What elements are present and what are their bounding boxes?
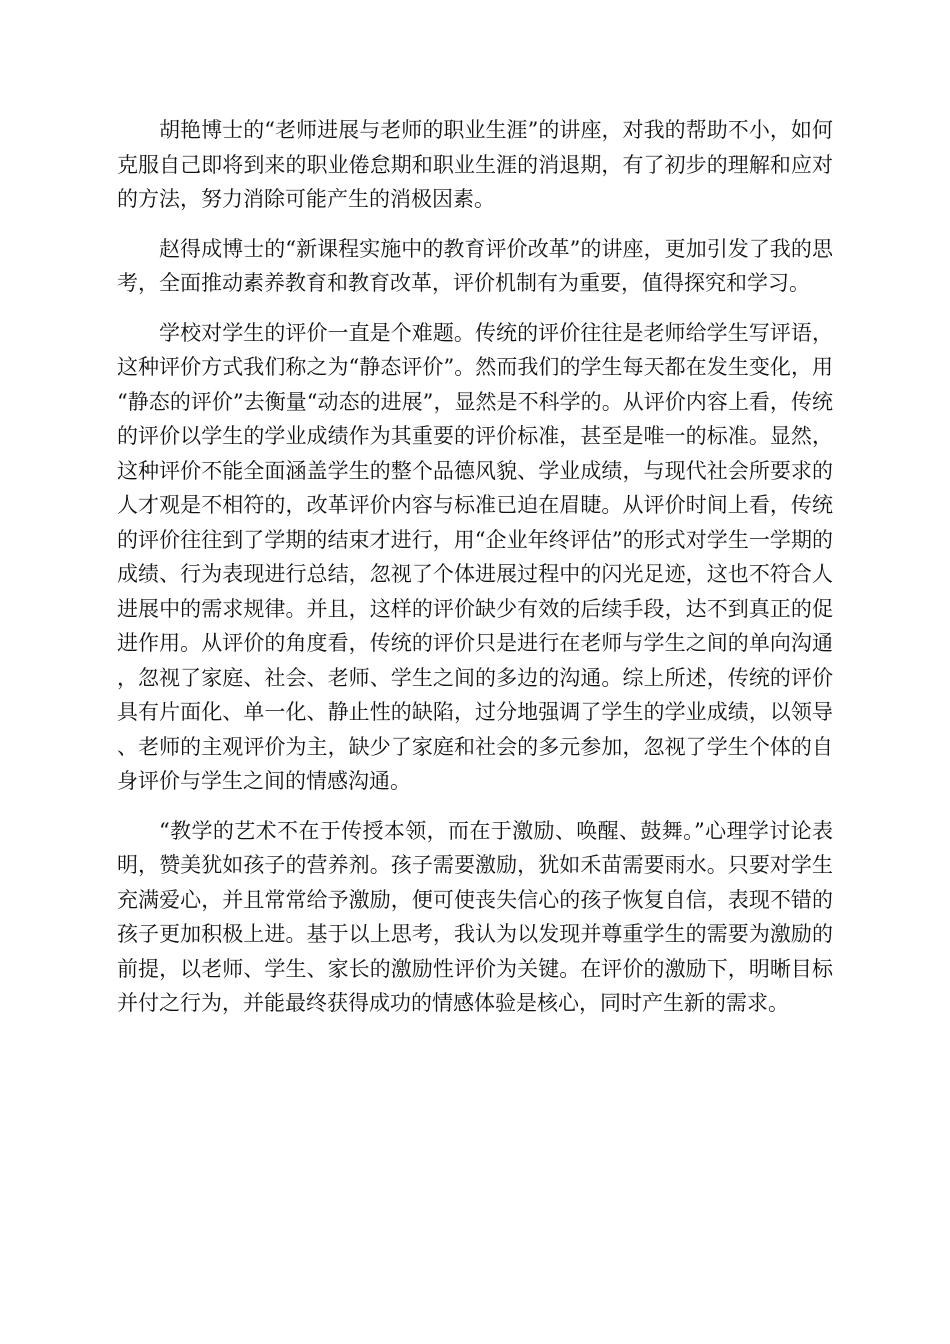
paragraph-lecture-zhao-decheng: 赵得成博士的“新课程实施中的教育评价改革”的讲座，更加引发了我的思考，全面推动素养教育和教育改革，评价机制有为重要，值得探究和学习。 [117, 236, 833, 295]
document-page [117, 113, 833, 1021]
paragraph-traditional-evaluation: 学校对学生的评价一直是个难题。传统的评价往往是老师给学生写评语，这种评价方式我们称之为“静态评价”。然而我们的学生每天都在发生变化，用“静态的评价”去衡量“动态的进展”，显然是不科学的。从评价内容上看，传统的评价以学生的学业成绩作为其重要的评价标准，甚至是唯一的标准。显然，这种评价不能全面涵盖学生的整个品德风貌、学业成绩，与现代社会所要求的人才观是不相符的，改革评价内容与标准已迫在眉睫。从评价时间上看，传统的评价往往到了学期的结束才进行，用“企业年终评估”的形式对学生一学期的成绩、行为表现进行总结，忽视了个体进展过程中的闪光足迹，这也不符合人进展中的需求规律。并且，这样的评价缺少有效的后续手段，达不到真正的促进作用。从评价的角度看，传统的评价只是进行在老师与学生之间的单向沟通，忽视了家庭、社会、老师、学生之间的多边的沟通。综上所述，传统的评价具有片面化、单一化、静止性的缺陷，过分地强调了学生的学业成绩，以领导、老师的主观评价为主，缺少了家庭和社会的多元参加，忽视了学生个体的自身评价与学生之间的情感沟通。 [117, 320, 833, 793]
paragraph-encouragement: “教学的艺术不在于传授本领，而在于激励、唤醒、鼓舞。”心理学讨论表明，赞美犹如孩子的营养剂。孩子需要激励，犹如禾苗需要雨水。只要对学生充满爱心，并且常常给予激励，便可使丧失信心的孩子恢复自信，表现不错的孩子更加积极上进。基于以上思考，我认为以发现并尊重学生的需要为激励的前提，以老师、学生、家长的激励性评价为关键。在评价的激励下，明晰目标并付之行为，并能最终获得成功的情感体验是核心，同时产生新的需求。 [117, 818, 833, 1015]
paragraph-lecture-hu-yan: 胡艳博士的“老师进展与老师的职业生涯”的讲座，对我的帮助不小，如何克服自己即将到来的职业倦怠期和职业生涯的消退期，有了初步的理解和应对的方法，努力消除可能产生的消极因素。 [117, 118, 833, 211]
